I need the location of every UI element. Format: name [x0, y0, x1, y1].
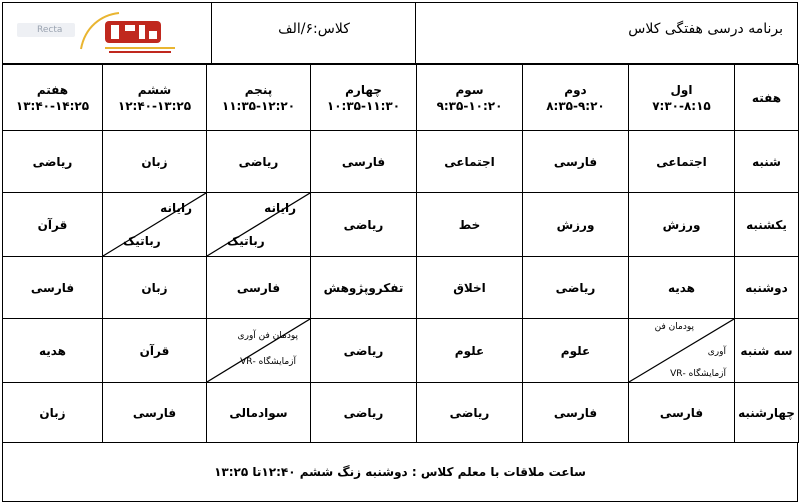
subject-cell: زبان: [103, 131, 207, 193]
day-label: شنبه: [735, 131, 799, 193]
subject-cell: ریاضی: [417, 383, 523, 443]
period-time: ۱۰:۳۵-۱۱:۳۰: [326, 98, 401, 113]
period-time: ۹:۳۵-۱۰:۲۰: [436, 98, 503, 113]
subject-cell: فارسی: [103, 383, 207, 443]
subject-cell: فارسی: [523, 383, 629, 443]
subject-cell: فارسی: [3, 257, 103, 319]
day-row: [3, 257, 799, 319]
period-header: [103, 65, 207, 131]
day-row: [3, 383, 799, 443]
school-logo: [75, 7, 191, 57]
day-label: یکشنبه: [735, 193, 799, 257]
day-label: دوشنبه: [735, 257, 799, 319]
split-top-subject: رایانه: [160, 201, 192, 215]
day-label: سه شنبه: [735, 319, 799, 383]
subject-cell: قرآن: [3, 193, 103, 257]
day-row: [3, 319, 799, 383]
period-name: چهارم: [345, 82, 382, 97]
period-name: سوم: [455, 82, 484, 97]
period-time: ۷:۳۰-۸:۱۵: [652, 98, 711, 113]
subject-cell: ورزش: [523, 193, 629, 257]
subject-cell: زبان: [3, 383, 103, 443]
split-top-label-cont: آوری: [707, 347, 726, 357]
subject-cell: تفکروپژوهش: [311, 257, 417, 319]
split-top-subject: رایانه: [264, 201, 296, 215]
corner-cell: هفته: [735, 65, 799, 131]
subject-cell: خط: [417, 193, 523, 257]
split-bottom-subject: رباتیک: [227, 234, 265, 248]
schedule-title: برنامه درسی هفتگی کلاس: [628, 21, 783, 37]
split-top-label: پودمان فن آوری: [237, 331, 298, 341]
split-bottom-label: آزمایشگاه -VR: [670, 369, 726, 379]
class-name: کلاس:۶/الف: [278, 21, 350, 37]
subject-cell: علوم: [523, 319, 629, 383]
subject-cell: ریاضی: [207, 131, 311, 193]
header-divider-right: [415, 3, 416, 63]
teacher-meeting-note: ساعت ملاقات با معلم کلاس : دوشنبه زنگ ششم ۱۲:۴۰تا ۱۳:۲۵: [2, 442, 798, 502]
subject-cell: اجتماعی: [629, 131, 735, 193]
subject-cell: زبان: [103, 257, 207, 319]
period-header: [3, 65, 103, 131]
rectangle-tool-hint[interactable]: Recta: [17, 23, 75, 37]
subject-cell: ریاضی: [311, 193, 417, 257]
subject-cell: فارسی: [629, 383, 735, 443]
split-cell: [207, 193, 311, 257]
subject-cell: ریاضی: [311, 319, 417, 383]
period-header: [311, 65, 417, 131]
period-time: ۸:۳۵-۹:۲۰: [546, 98, 605, 113]
schedule-header: [2, 2, 798, 64]
period-header: [417, 65, 523, 131]
subject-cell: ریاضی: [3, 131, 103, 193]
period-name: ششم: [137, 82, 172, 97]
subject-cell: هدیه: [629, 257, 735, 319]
subject-cell: سوادمالی: [207, 383, 311, 443]
split-bottom-subject: رباتیک: [123, 234, 161, 248]
split-cell: [629, 319, 735, 383]
day-label: چهارشنبه: [735, 383, 799, 443]
subject-cell: ریاضی: [311, 383, 417, 443]
diagonal-divider: [207, 319, 310, 382]
subject-cell: فارسی: [523, 131, 629, 193]
split-cell: [207, 319, 311, 383]
subject-cell: اجتماعی: [417, 131, 523, 193]
day-row: [3, 131, 799, 193]
split-cell: [103, 193, 207, 257]
day-row: [3, 193, 799, 257]
header-divider-left: [211, 3, 212, 63]
subject-cell: قرآن: [103, 319, 207, 383]
period-name: پنجم: [244, 82, 273, 97]
period-time: ۱۱:۳۵-۱۲:۲۰: [221, 98, 296, 113]
schedule-table: [2, 64, 799, 443]
split-top-label: پودمان فن: [654, 322, 694, 332]
subject-cell: ورزش: [629, 193, 735, 257]
period-time: ۱۳:۴۰-۱۴:۲۵: [15, 98, 90, 113]
subject-cell: اخلاق: [417, 257, 523, 319]
period-header: [207, 65, 311, 131]
subject-cell: فارسی: [207, 257, 311, 319]
period-header: [523, 65, 629, 131]
subject-cell: ریاضی: [523, 257, 629, 319]
subject-cell: علوم: [417, 319, 523, 383]
period-time: ۱۲:۴۰-۱۳:۲۵: [117, 98, 192, 113]
period-header: [629, 65, 735, 131]
period-name: هفتم: [36, 82, 69, 97]
period-name: دوم: [564, 82, 587, 97]
periods-row: [3, 65, 799, 131]
split-bottom-label: آزمایشگاه -VR: [240, 357, 296, 367]
subject-cell: هدیه: [3, 319, 103, 383]
subject-cell: فارسی: [311, 131, 417, 193]
period-name: اول: [670, 82, 693, 97]
